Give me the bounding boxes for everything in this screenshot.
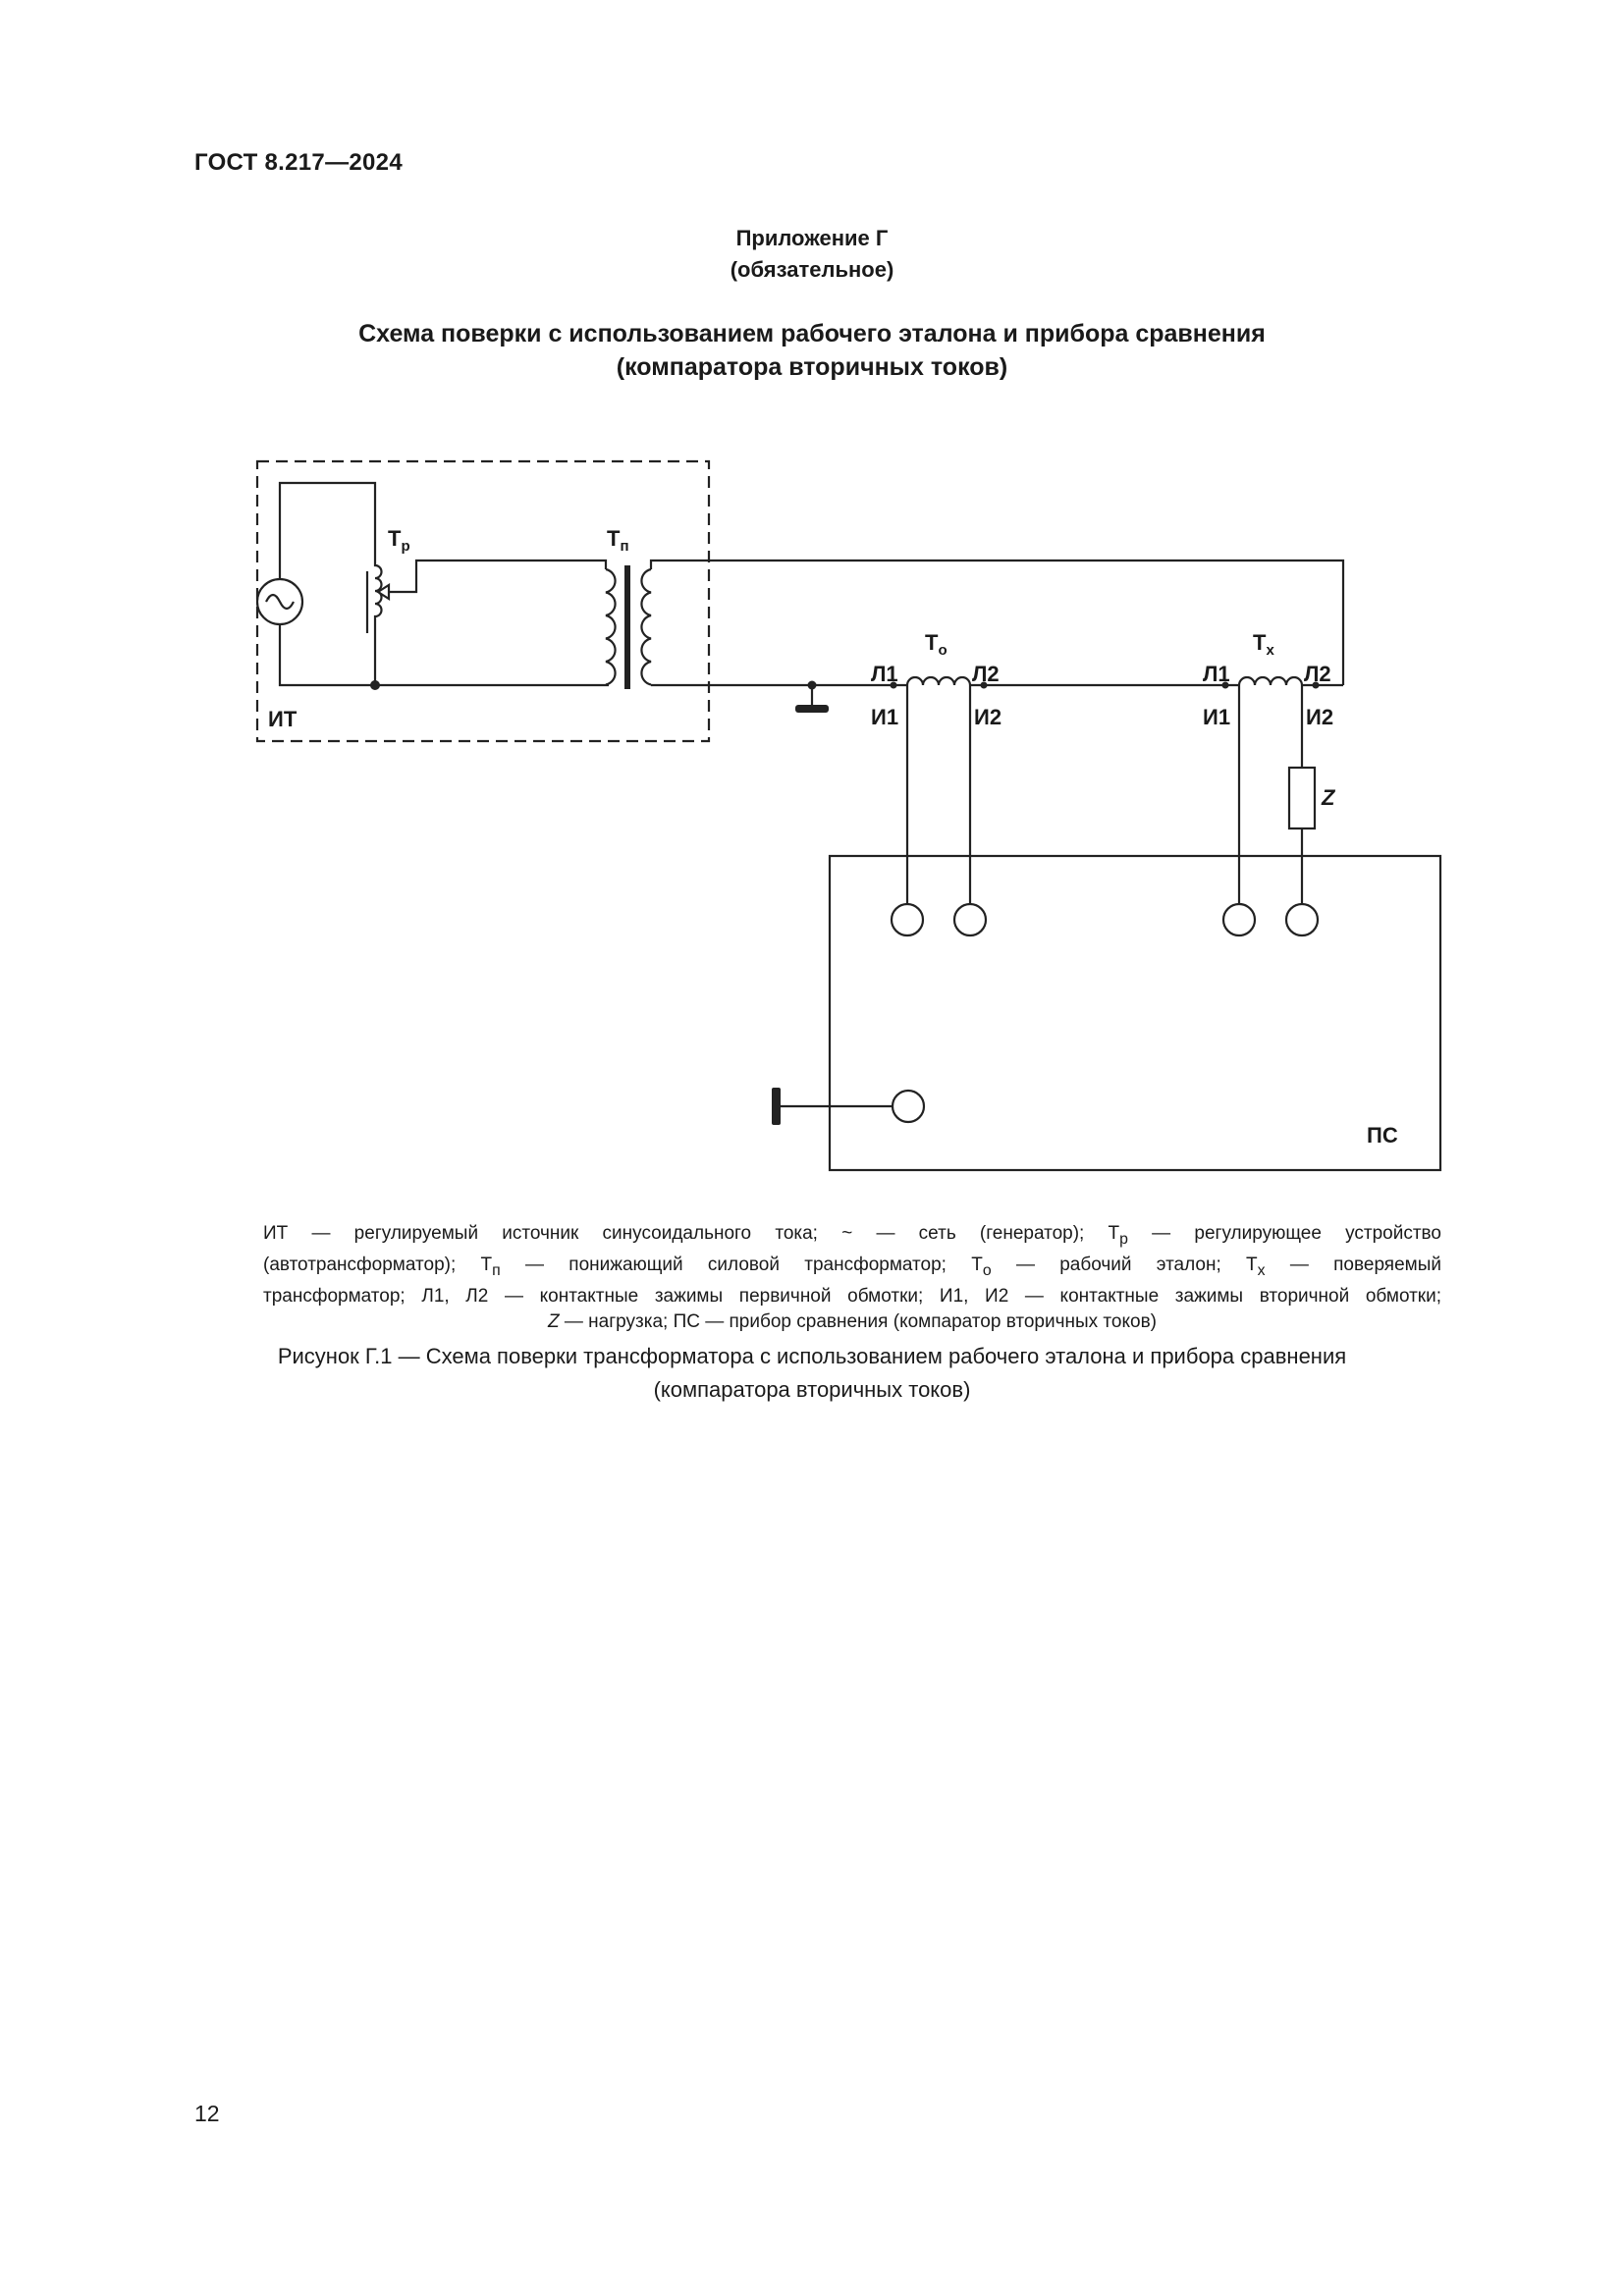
figure-caption-line2: (компаратора вторичных токов) xyxy=(653,1377,971,1402)
source-return-wire xyxy=(280,625,609,685)
autotransformer-label: $Т_р$ xyxy=(388,526,410,555)
power-transformer-core xyxy=(624,565,630,689)
legend-line-3: трансформатор; Л1, Л2 — контактные зажимы первичной обмотки; И1, И2 — контактные зажимы вторичной обмотки; xyxy=(263,1285,1441,1307)
autotransformer-tap-wire xyxy=(389,561,606,592)
reference-i2-label: И2 xyxy=(974,705,1002,729)
autotransformer-coil xyxy=(375,550,382,628)
load-impedance-z xyxy=(1289,768,1315,828)
tested-transformer-coil xyxy=(1239,677,1302,685)
power-transformer-secondary-coil xyxy=(641,569,651,685)
junction-dot-1 xyxy=(370,680,380,690)
legend-line-1: ИТ — регулируемый источник синусоидального тока; ~ — сеть (генератор); $Т_р$ — регулирующее устройство xyxy=(263,1223,1441,1248)
comparator-terminal-3 xyxy=(1223,904,1255,935)
document-code: ГОСТ 8.217—2024 xyxy=(194,149,403,176)
annex-status: (обязательное) xyxy=(730,257,894,282)
comparator-label: ПС xyxy=(1367,1123,1398,1148)
it-source-label: ИТ xyxy=(268,707,298,731)
ground-symbol-primary xyxy=(795,705,829,713)
comparator-terminal-4 xyxy=(1286,904,1318,935)
comparator-ground-terminal xyxy=(893,1091,924,1122)
power-transformer-label: $Т_п$ xyxy=(607,526,629,555)
legend-line-4: Z — нагрузка; ПС — прибор сравнения (компаратор вторичных токов) xyxy=(548,1310,1157,1332)
junction-dot-2 xyxy=(808,681,817,690)
scheme-title-line2: (компаратора вторичных токов) xyxy=(616,353,1008,381)
reference-l2-label: Л2 xyxy=(972,662,1000,686)
tested-l1-label: Л1 xyxy=(1203,662,1230,686)
tested-i1-label: И1 xyxy=(1203,705,1231,729)
sine-wave-icon xyxy=(266,595,294,609)
scheme-title-line1: Схема поверки с использованием рабочего эталона и прибора сравнения xyxy=(358,320,1266,347)
figure-caption-line1: Рисунок Г.1 — Схема поверки трансформатора с использованием рабочего эталона и прибора сравнения xyxy=(277,1344,1347,1368)
reference-i1-label: И1 xyxy=(871,705,899,729)
ground-symbol-comparator xyxy=(772,1088,781,1125)
tested-l2-label: Л2 xyxy=(1304,662,1331,686)
comparator-terminal-1 xyxy=(892,904,923,935)
annex-title: Приложение Г xyxy=(735,226,889,250)
comparator-terminal-2 xyxy=(954,904,986,935)
tested-transformer-label: $Т_х$ xyxy=(1253,630,1274,659)
tested-i2-label: И2 xyxy=(1306,705,1334,729)
power-transformer-primary-coil xyxy=(606,569,616,685)
reference-transformer-label: $Т_о$ xyxy=(925,630,947,659)
load-z-label: Z xyxy=(1322,785,1335,810)
figure-legend xyxy=(263,1221,1441,1335)
reference-l1-label: Л1 xyxy=(871,662,898,686)
comparator-box xyxy=(830,856,1440,1170)
source-wiring xyxy=(280,483,375,579)
reference-transformer-coil xyxy=(907,677,970,685)
legend-line-2: (автотрансформатор); $Т_п$ — понижающий силовой трансформатор; $Т_о$ — рабочий эталон; $Т_х$ — поверяемый xyxy=(263,1254,1441,1279)
page-number: 12 xyxy=(194,2101,220,2126)
autotransformer-wiper-arrow xyxy=(378,585,389,599)
